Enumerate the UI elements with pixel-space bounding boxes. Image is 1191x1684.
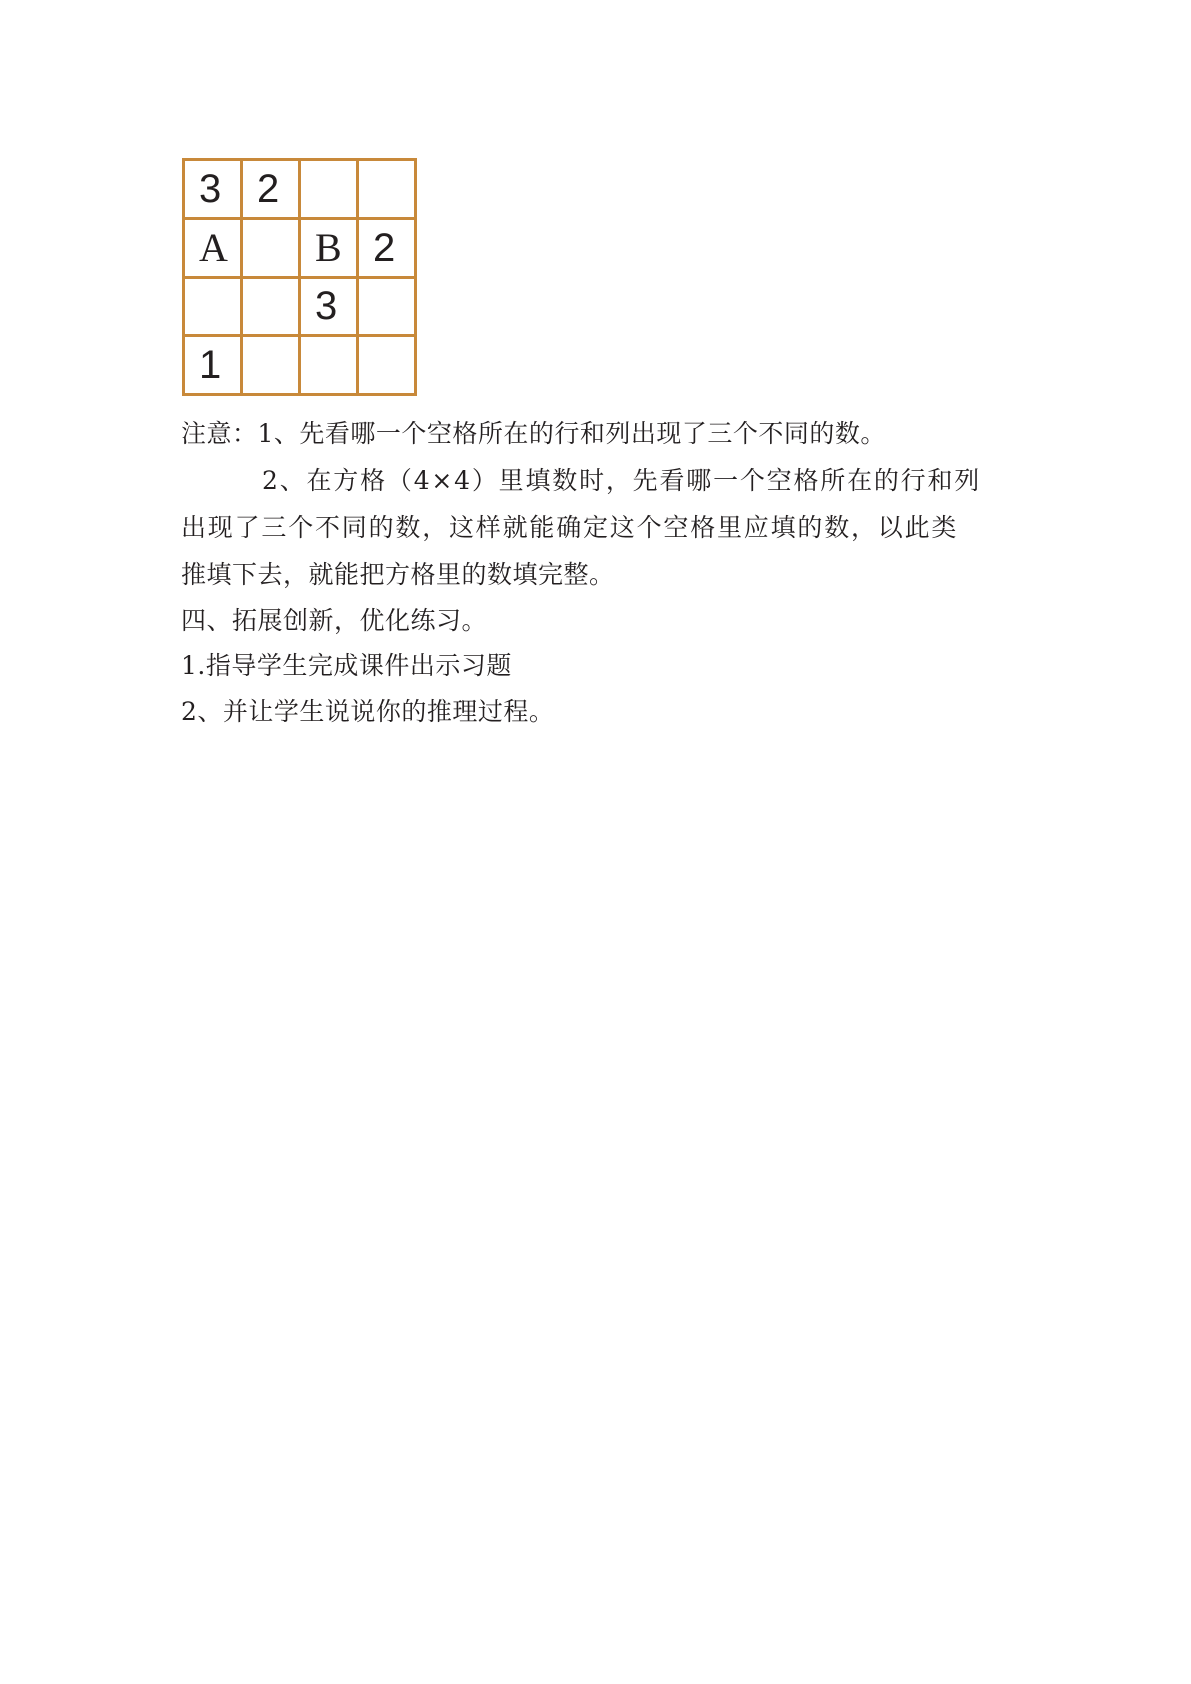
grid-cell-r4c1: 1 — [184, 336, 242, 395]
grid-row-3 — [184, 277, 416, 336]
grid-cell-r3c1 — [184, 277, 242, 336]
grid-cell-r4c4 — [358, 336, 416, 395]
note-line-3: 出现了三个不同的数，这样就能确定这个空格里应填的数，以此类 — [181, 513, 959, 542]
grid-cell-r1c1: 3 — [184, 160, 242, 219]
note-line-1: 注意：1、先看哪一个空格所在的行和列出现了三个不同的数。 — [181, 419, 886, 448]
grid-cell-r1c3 — [300, 160, 358, 219]
grid-cell-r1c2: 2 — [242, 160, 300, 219]
practice-item-1: 1.指导学生完成课件出示习题 — [181, 651, 512, 680]
grid-row-1 — [184, 160, 416, 219]
note-line-2: 2、在方格（4×4）里填数时，先看哪一个空格所在的行和列 — [262, 466, 982, 495]
grid-row-4 — [184, 336, 416, 395]
note-line-4: 推填下去，就能把方格里的数填完整。 — [181, 560, 615, 589]
grid-cell-r2c2 — [242, 218, 300, 277]
grid-cell-r3c2 — [242, 277, 300, 336]
grid-cell-r1c4 — [358, 160, 416, 219]
practice-item-2: 2、并让学生说说你的推理过程。 — [181, 697, 555, 726]
grid-cell-r3c3: 3 — [300, 277, 358, 336]
section-heading: 四、拓展创新，优化练习。 — [181, 606, 488, 635]
sudoku-grid — [182, 158, 417, 396]
grid-cell-r2c4: 2 — [358, 218, 416, 277]
grid-cell-r2c3: B — [300, 218, 358, 277]
grid-cell-r2c1: A — [184, 218, 242, 277]
grid-cell-r4c2 — [242, 336, 300, 395]
grid-cell-r3c4 — [358, 277, 416, 336]
grid-cell-r4c3 — [300, 336, 358, 395]
grid-row-2 — [184, 218, 416, 277]
